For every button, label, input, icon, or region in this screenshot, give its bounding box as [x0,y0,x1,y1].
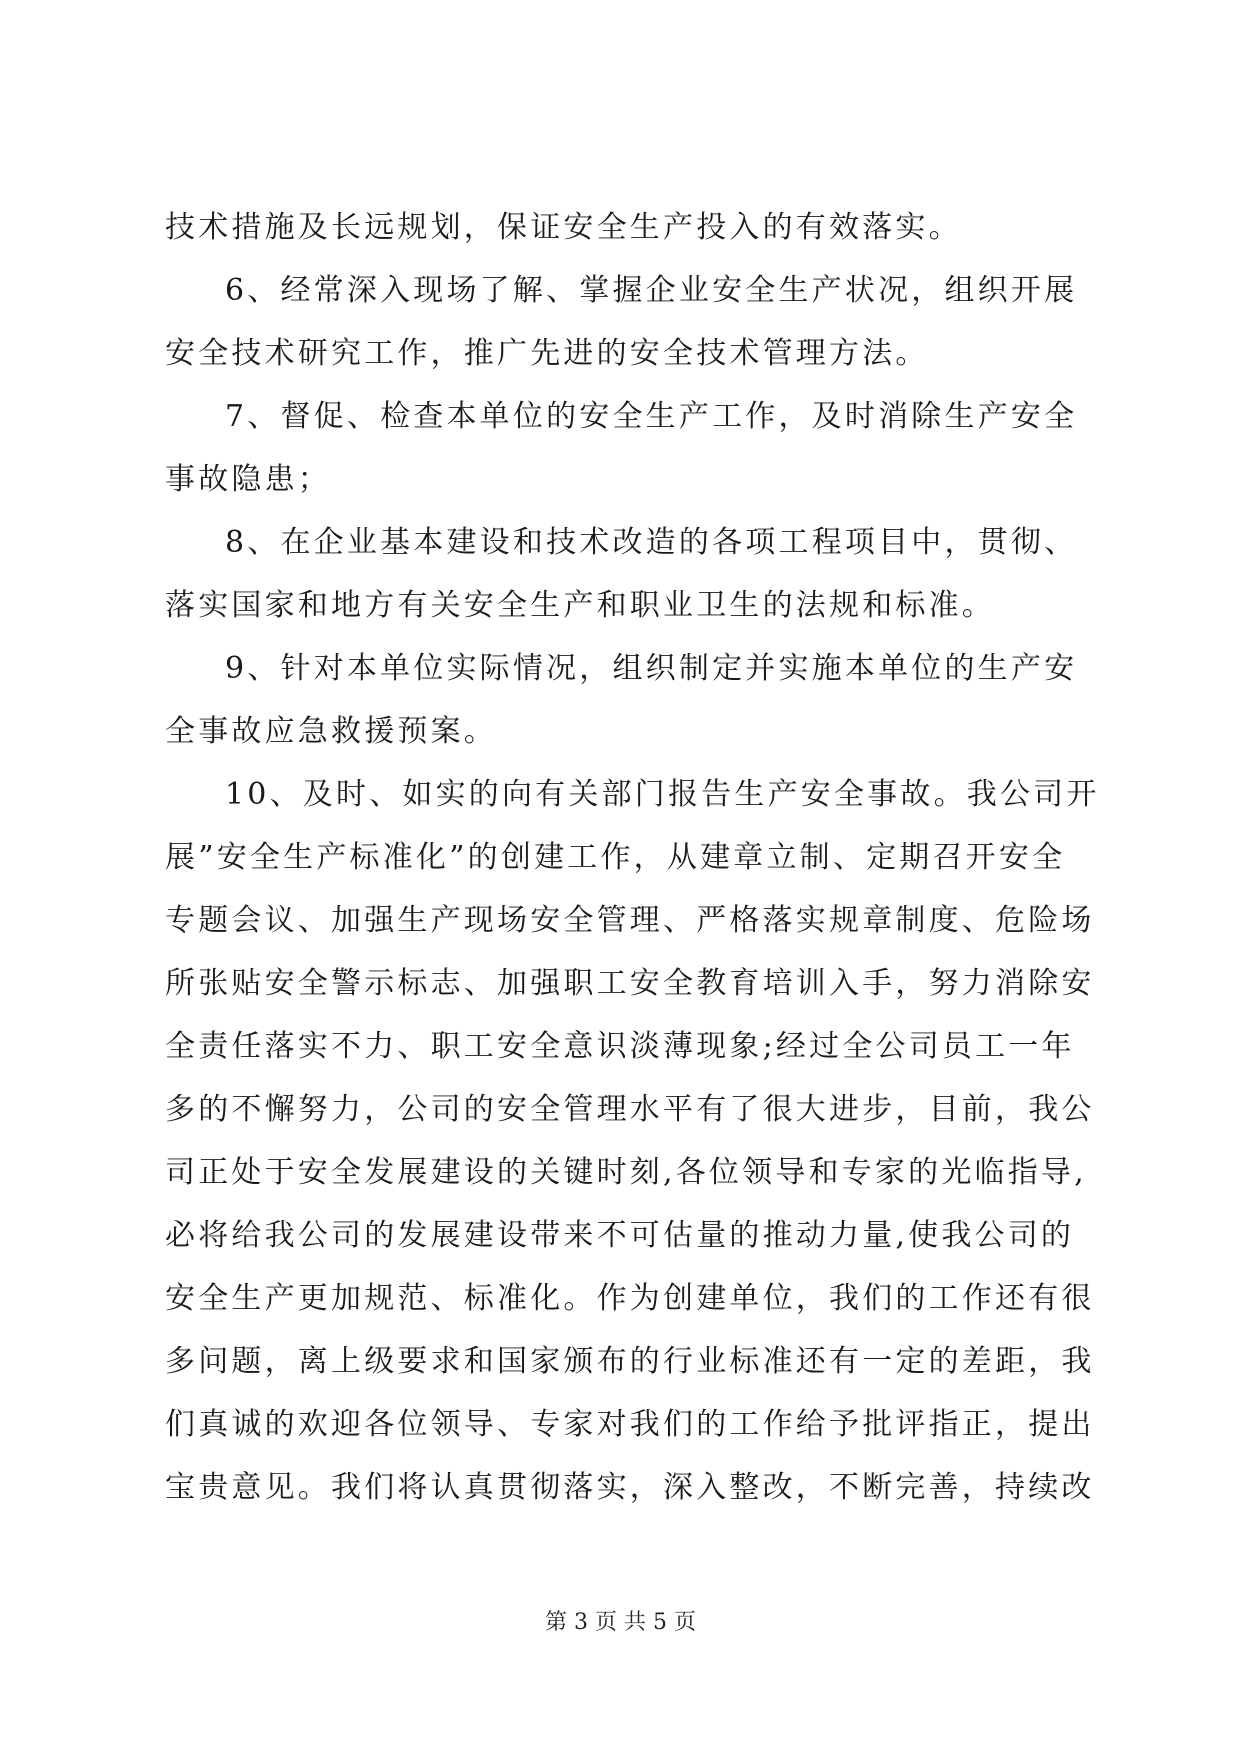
text-line: 8、在企业基本建设和技术改造的各项工程项目中，贯彻、 [225,525,1078,560]
text-line: 必将给我公司的发展建设带来不可估量的推动力量,使我公司的 [165,1218,1075,1253]
text-line: 6、经常深入现场了解、掌握企业安全生产状况，组织开展 [225,273,1078,308]
text-line: 技术措施及长远规划，保证安全生产投入的有效落实。 [165,210,962,245]
text-line: 宝贵意见。我们将认真贯彻落实，深入整改，不断完善，持续改 [165,1470,1095,1505]
text-line: 落实国家和地方有关安全生产和职业卫生的法规和标准。 [165,588,995,623]
text-line: 们真诚的欢迎各位领导、专家对我们的工作给予批评指正，提出 [165,1407,1095,1442]
text-line: 事故隐患； [165,462,331,497]
text-line: 专题会议、加强生产现场安全管理、严格落实规章制度、危险场 [165,903,1095,938]
text-line: 全事故应急救援预案。 [165,714,497,749]
text-line: 多的不懈努力，公司的安全管理水平有了很大进步，目前，我公 [165,1092,1095,1127]
text-line: 安全生产更加规范、标准化。作为创建单位，我们的工作还有很 [165,1281,1095,1316]
text-line: 所张贴安全警示标志、加强职工安全教育培训入手，努力消除安 [165,966,1095,1001]
text-line: 全责任落实不力、职工安全意识淡薄现象;经过全公司员工一年 [165,1029,1075,1064]
text-line: 安全技术研究工作，推广先进的安全技术管理方法。 [165,336,929,371]
text-line: 9、针对本单位实际情况，组织制定并实施本单位的生产安 [225,651,1078,686]
text-line: 司正处于安全发展建设的关键时刻,各位领导和专家的光临指导, [165,1155,1087,1190]
text-line: 7、督促、检查本单位的安全生产工作，及时消除生产安全 [225,399,1078,434]
document-body [165,196,1100,1519]
page-footer: 第 3 页 共 5 页 [545,1610,696,1635]
text-line: 展”安全生产标准化”的创建工作，从建章立制、定期召开安全 [165,840,1066,875]
text-line: 多问题，离上级要求和国家颁布的行业标准还有一定的差距，我 [165,1344,1095,1379]
text-line: 10、及时、如实的向有关部门报告生产安全事故。我公司开 [225,777,1100,812]
